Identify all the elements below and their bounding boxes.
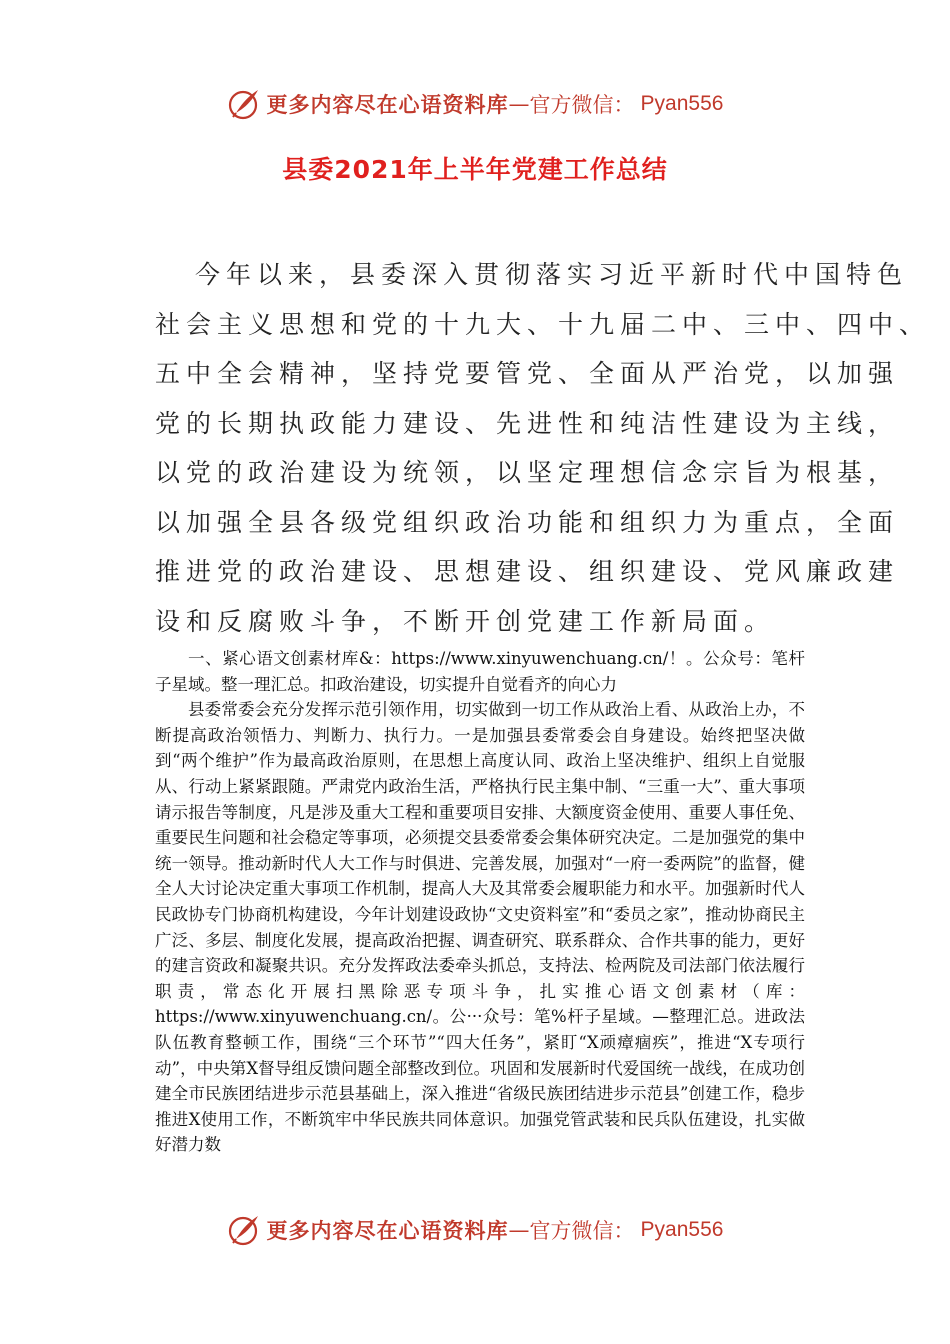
quill-logo-icon bbox=[227, 1213, 261, 1247]
body-text bbox=[155, 646, 805, 1158]
intro-line: 推进党的政治建设、思想建设、组织建设、党风廉政建 bbox=[155, 557, 900, 586]
banner-text: 更多内容尽在心语资料库 bbox=[266, 1219, 509, 1243]
intro-line: 以党的政治建设为统领，以坚定理想信念宗旨为根基， bbox=[155, 458, 900, 487]
intro-line: 设和反腐败斗争，不断开创党建工作新局面。 bbox=[155, 606, 776, 636]
banner-wechat-label: 官方微信： bbox=[529, 93, 635, 117]
quill-logo-icon bbox=[227, 87, 261, 121]
body-paragraph: 县委常委会充分发挥示范引领作用，切实做到一切工作从政治上看、从政治上办，不断提高政治领悟力、判断力、执行力。一是加强县委常委会自身建设。始终把坚决做到“两个维护”作为最高政治原则，在思想上高度认同、政治上坚决维护、组织上自觉服从、行动上紧紧跟随。严肃党内政治生活，严格执行民主集中制、“三重一大”、重大事项请示报告等制度，凡是涉及重大工程和重要项目安排、大额度资金使用、重要人事任免、重要民生问题和社会稳定等事项，必须提交县委常委会集体研究决定。二是加强党的集中统一领导。推动新时代人大工作与时俱进、完善发展，加强对“一府一委两院”的监督，健全人大讨论决定重大事项工作机制，提高人大及其常委会履职能力和水平。加强新时代人民政协专门协商机构建设，今年计划建设政协“文史资料室”和“委员之家”，推动协商民主广泛、多层、制度化发展，提高政治把握、调查研究、联系群众、合作共事的能力，更好的建言资政和凝聚共识。充分发挥政法委牵头抓总，支持法、检两院及司法部门依法履行职责，常态化开展扫黑除恶专项斗争，扎实推心语文创素材（库：https://www.xinyuwenchuang.cn/。公···众号：笔%杆子星域。—整理汇总。进政法队伍教育整顿工作，围绕“三个环节”“四大任务”，紧盯“X顽瘴痼疾”，推进“X专项行动”，中央第X督导组反馈问题全部整改到位。巩固和发展新时代爱国统一战线，在成功创建全市民族团结进步示范县基础上，深入推进“省级民族团结进步示范县”创建工作，稳步推进X使用工作，不断筑牢中华民族共同体意识。加强党管武装和民兵队伍建设，扎实做好潜力数 bbox=[155, 700, 805, 1155]
intro-line: 今年以来，县委深入贯彻落实习近平新时代中国特色 bbox=[195, 260, 909, 289]
banner-separator: — bbox=[508, 1218, 530, 1242]
header-banner bbox=[0, 82, 950, 126]
intro-line: 党的长期执政能力建设、先进性和纯洁性建设为主线， bbox=[155, 408, 900, 438]
banner-wechat-id: Pyan556 bbox=[640, 1218, 724, 1241]
banner-wechat-id: Pyan556 bbox=[640, 92, 724, 115]
banner-separator: — bbox=[508, 92, 530, 116]
intro-line: 五中全会精神，坚持党要管党、全面从严治党，以加强 bbox=[155, 359, 900, 388]
banner-wechat-label: 官方微信： bbox=[529, 1219, 635, 1243]
intro-paragraph bbox=[155, 250, 931, 646]
section-heading: 一、紧心语文创素材库&：https://www.xinyuwenchuang.cn/！。公众号：笔杆子星域。整一理汇总。扣政治建设，切实提升自觉看齐的向心力 bbox=[155, 649, 805, 694]
footer-banner bbox=[0, 1208, 950, 1252]
banner-text: 更多内容尽在心语资料库 bbox=[266, 93, 509, 117]
intro-line: 以加强全县各级党组织政治功能和组织力为重点，全面 bbox=[155, 507, 900, 537]
document-title: 县委2021年上半年党建工作总结 bbox=[282, 155, 668, 184]
intro-line: 社会主义思想和党的十九大、十九届二中、三中、四中、 bbox=[155, 309, 931, 339]
